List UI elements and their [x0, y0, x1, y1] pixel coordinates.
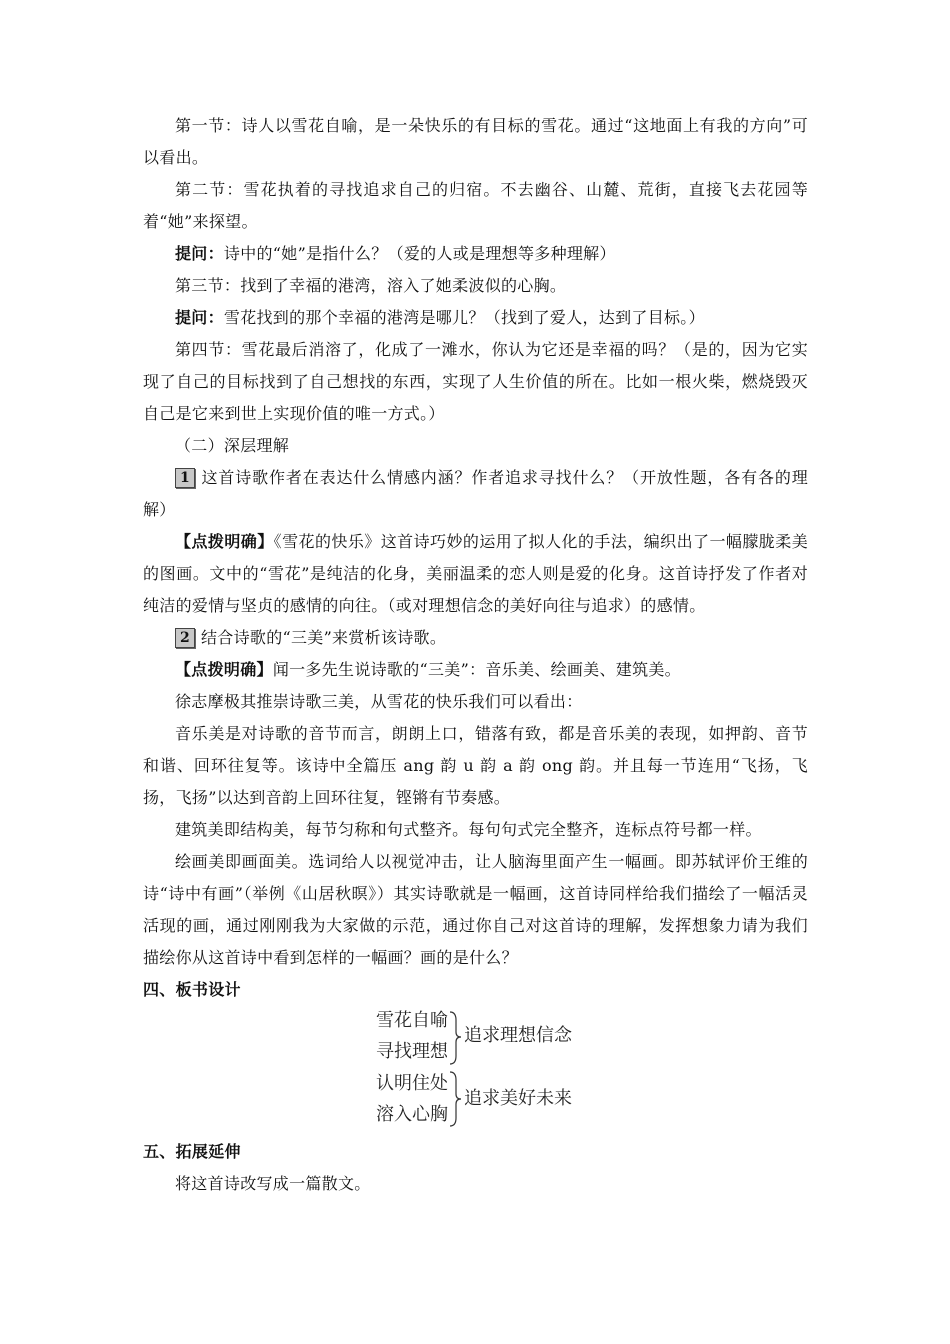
question-text: 诗中的“她”是指什么？（爱的人或是理想等多种理解）: [223, 244, 616, 263]
question-label: 提问：: [175, 244, 224, 263]
paragraph-painting-beauty: 绘画美即画面美。选词给人以视觉冲击，让人脑海里面产生一幅画。即苏轼评价王维的诗“诗中有画”（举例《山居秋暝》）其实诗歌就是一幅画，这首诗同样给我们描绘了一幅活灵活现的画，通过刚刚我为大家做的示范，通过你自己对这首诗的理解，发挥想象力请为我们描绘你从这首诗中看到怎样的一幅画？画的是什么？: [143, 852, 808, 967]
right-brace-bottom: [450, 1072, 461, 1126]
paragraph-architecture-beauty: 建筑美即结构美，每节匀称和句式整齐。每句句式完全整齐，连标点符号都一样。: [175, 820, 762, 839]
number-badge-2: 2: [175, 628, 195, 648]
paragraph-task-1: [143, 462, 808, 526]
board-design-diagram: [376, 1010, 808, 1136]
answer-text: 《雪花的快乐》这首诗巧妙的运用了拟人化的手法，编织出了一幅朦胧柔美的图画。文中的“雪花”是纯洁的化身，美丽温柔的恋人则是爱的化身。这首诗抒发了作者对纯洁的爱情与坚贞的感情的向往。（或对理想信念的美好向往与追求）的感情。: [143, 532, 808, 615]
question-label: 提问：: [175, 308, 224, 327]
paragraph-stanza-3: 第三节：找到了幸福的港湾，溶入了她柔波似的心胸。: [175, 276, 567, 295]
paragraph-answer-1: [143, 526, 808, 622]
paragraph-stanza-4: 第四节：雪花最后消溶了，化成了一滩水，你认为它还是幸福的吗？（是的，因为它实现了自己的目标找到了自己想找的东西，实现了人生价值的所在。比如一根火柴，燃烧毁灭自己是它来到世上实现价值的唯一方式。）: [143, 340, 808, 423]
board-item: 认明住处: [376, 1073, 448, 1094]
task-text: 结合诗歌的“三美”来赏析该诗歌。: [201, 628, 447, 647]
document-content: [143, 110, 808, 1200]
board-result: 追求美好未来: [464, 1088, 572, 1109]
brace-group: [449, 1010, 463, 1130]
paragraph-question-2: [143, 302, 808, 334]
board-result: 追求理想信念: [464, 1025, 572, 1046]
right-brace-top: [450, 1012, 461, 1064]
board-item: 溶入心胸: [376, 1104, 448, 1125]
paragraph-three-beauties-intro: 徐志摩极其推崇诗歌三美，从雪花的快乐我们可以看出：: [175, 692, 583, 711]
section-heading-board-design: 四、板书设计: [143, 980, 241, 999]
paragraph-extension-task: 将这首诗改写成一篇散文。: [175, 1174, 371, 1193]
answer-text: 闻一多先生说诗歌的“三美”：音乐美、绘画美、建筑美。: [272, 660, 681, 679]
paragraph-task-2: [143, 622, 808, 654]
answer-label: 【点拨明确】: [175, 660, 273, 679]
paragraph-music-beauty: 音乐美是对诗歌的音节而言，朗朗上口，错落有致，都是音乐美的表现，如押韵、音节和谐、回环往复等。该诗中全篇压 ang 韵 u 韵 a 韵 ong 韵。并且每一节连用“飞扬，飞扬，飞扬”以达到音韵上回环往复，铿锵有节奏感。: [143, 724, 808, 807]
paragraph-answer-2: [143, 654, 808, 686]
number-badge-1: 1: [175, 468, 195, 488]
section-heading-extension: 五、拓展延伸: [143, 1142, 241, 1161]
board-item: 寻找理想: [376, 1041, 448, 1062]
answer-label: 【点拨明确】: [175, 532, 274, 551]
board-item: 雪花自喻: [376, 1010, 448, 1031]
question-text: 雪花找到的那个幸福的港湾是哪儿？（找到了爱人，达到了目标。）: [223, 308, 705, 327]
paragraph-stanza-2: 第二节：雪花执着的寻找追求自己的归宿。不去幽谷、山麓、荒街，直接飞去花园等着“她”来探望。: [143, 180, 808, 231]
paragraph-question-1: [143, 238, 808, 270]
paragraph-stanza-1: 第一节：诗人以雪花自喻，是一朵快乐的有目标的雪花。通过“这地面上有我的方向”可以看出。: [143, 116, 808, 167]
task-text: 这首诗歌作者在表达什么情感内涵？作者追求寻找什么？（开放性题，各有各的理解）: [143, 468, 808, 519]
subsection-heading: （二）深层理解: [175, 436, 290, 455]
